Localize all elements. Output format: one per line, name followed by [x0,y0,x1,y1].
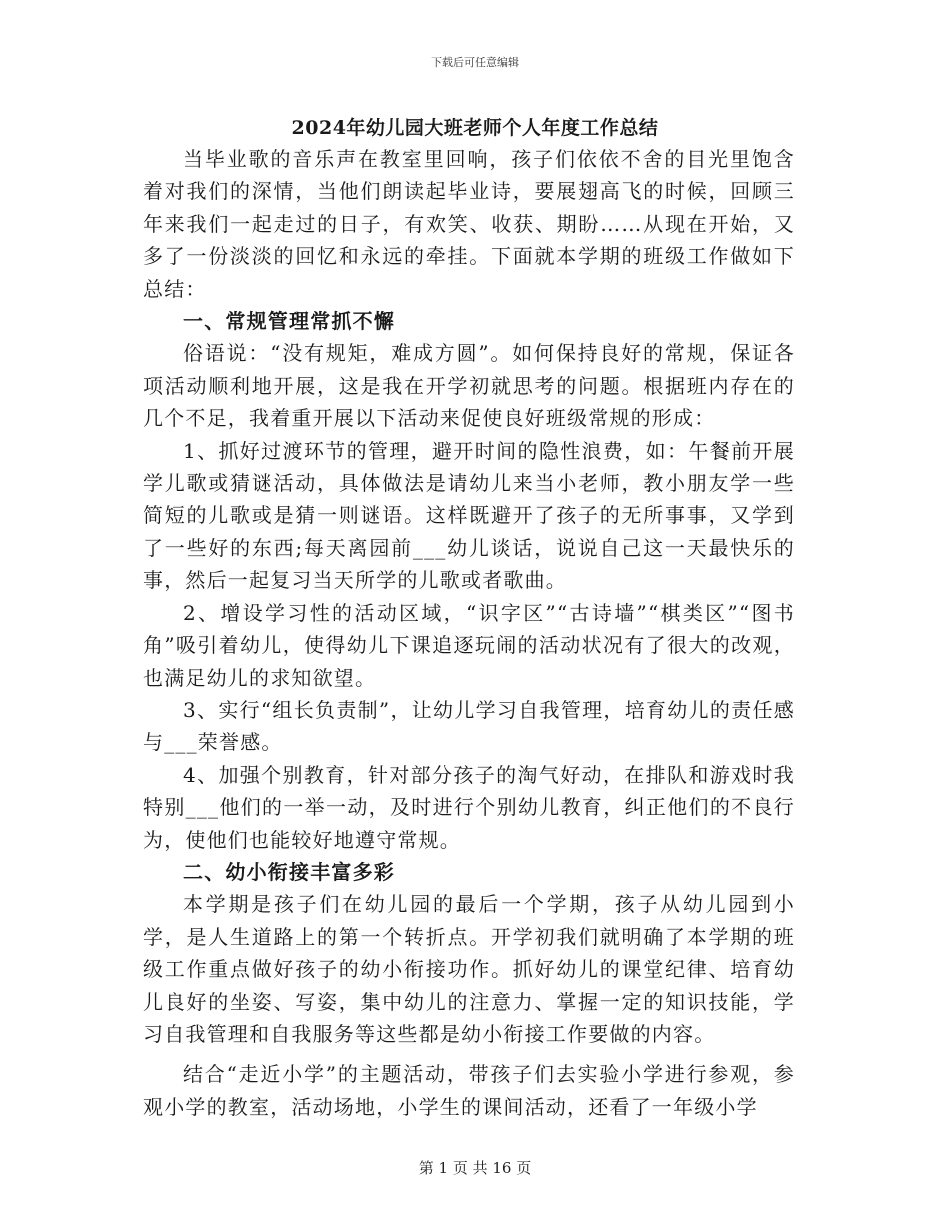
document-body [143,143,795,1123]
paragraph-school-visit: 结合“走近小学”的主题活动，带孩子们去实验小学进行参观，参观小学的教室，活动场地，小学生的课间活动，还看了一年级小学 [143,1062,795,1119]
paragraph-routine-intro: 俗语说：“没有规矩，难成方圆”。如何保持良好的常规，保证各项活动顺利地开展，这是我在开学初就思考的问题。根据班内存在的几个不足，我着重开展以下活动来促使良好班级常规的形成： [143,341,795,431]
document-title: 2024年幼儿园大班老师个人年度工作总结 [291,117,659,139]
paragraph-item-4: 4、加强个别教育，针对部分孩子的淘气好动，在排队和游戏时我特别___他们的一举一动，及时进行个别幼儿教育，纠正他们的不良行为，使他们也能较好地遵守常规。 [143,762,795,852]
paragraph-item-1: 1、抓好过渡环节的管理，避开时间的隐性浪费，如：午餐前开展学儿歌或猜谜活动，具体做法是请幼儿来当小老师，教小朋友学一些简短的儿歌或是猜一则谜语。这样既避开了孩子的无所事事，又学到了一些好的东西;每天离园前___幼儿谈话，说说自己这一天最快乐的事，然后一起复习当天所学的儿歌或者歌曲。 [143,438,795,593]
section-heading-1: 一、常规管理常抓不懈 [183,309,395,334]
paragraph-item-2: 2、增设学习性的活动区域，“识字区”“古诗墙”“棋类区”“图书角”吸引着幼儿，使得幼儿下课追逐玩闹的活动状况有了很大的改观，也满足幼儿的求知欲望。 [143,600,795,690]
section-heading-2: 二、幼小衔接丰富多彩 [183,859,395,884]
page-number: 第 1 页 共 16 页 [418,1159,532,1177]
page-header-note: 下载后可任意编辑 [431,56,519,69]
paragraph-item-3: 3、实行“组长负责制”，让幼儿学习自我管理，培育幼儿的责任感与___荣誉感。 [143,697,795,755]
paragraph-transition: 本学期是孩子们在幼儿园的最后一个学期，孩子从幼儿园到小学，是人生道路上的第一个转折点。开学初我们就明确了本学期的班级工作重点做好孩子的幼小衔接功作。抓好幼儿的课堂纪律、培育幼儿良好的坐姿、写姿，集中幼儿的注意力、掌握一定的知识技能，学习自我管理和自我服务等这些都是幼小衔接工作要做的内容。 [143,892,795,1046]
paragraph-intro: 当毕业歌的音乐声在教室里回响，孩子们依依不舍的目光里饱含着对我们的深情，当他们朗读起毕业诗，要展翅高飞的时候，回顾三年来我们一起走过的日子，有欢笑、收获、期盼……从现在开始，又多了一份淡淡的回忆和永远的牵挂。下面就本学期的班级工作做如下总结： [143,147,795,301]
